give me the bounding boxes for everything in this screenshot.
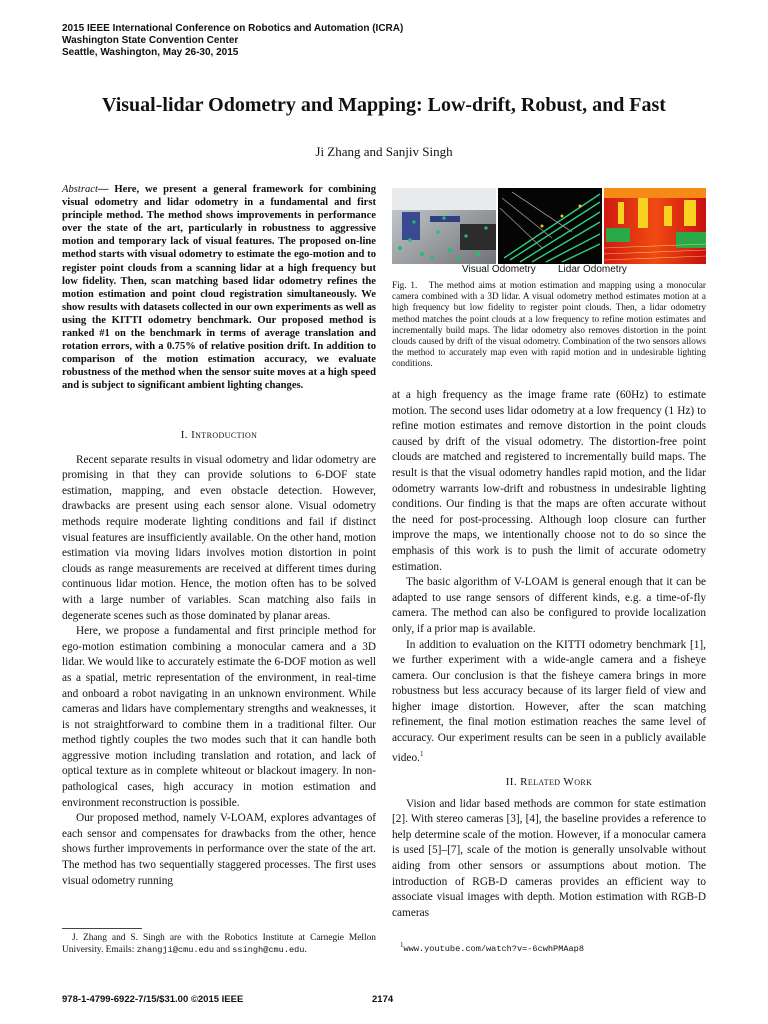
conference-dates: Seattle, Washington, May 26-30, 2015 bbox=[62, 47, 239, 58]
paper-authors: Ji Zhang and Sanjiv Singh bbox=[315, 144, 453, 159]
video-url[interactable]: www.youtube.com/watch?v=-6cwhPMAap8 bbox=[403, 944, 584, 955]
email-2: ssingh@cmu.edu bbox=[232, 944, 305, 955]
intro-paragraph-5-text: In addition to evaluation on the KITTI odometry benchmark [1], we further experiment with a wide-angle camera and a fisheye camera. Our conclusion is that the fisheye camera brings in more robustness but less accuracy because of its larger field of view and higher image distortion. However, after the scan matching refinement, the final motion estimation reaches the same level of accuracy. Our experiment results can be seen in a publicly available video. bbox=[392, 638, 706, 764]
introduction-section bbox=[62, 428, 376, 889]
caption-number: Fig. 1. bbox=[392, 280, 418, 290]
section-number: I. bbox=[180, 429, 188, 441]
intro-paragraph-1: Recent separate results in visual odometry and lidar odometry are promising in that they can provide solutions to 6-DOF state estimation, mapping, and even obstacle detection. However, drawbacks are present using each sensor alone. Visual odometry methods require moderate lighting conditions and fail if distinct visual features are insufficiently available. On the other hand, motion estimation via moving lidars involves motion distortion in point clouds as range measurements are received at different times during continuous lidar motion. Hence, the motion often has to be solved with a large number of variables. Scan matching also fails in degenerate scenes such as those dominated by planar areas. bbox=[62, 453, 376, 622]
author-footnote-text: J. Zhang and S. Singh are with the Robotics Institute at Carnegie Mellon University. Emails: bbox=[62, 933, 376, 955]
video-footnote bbox=[400, 940, 584, 956]
conference-venue: Washington State Convention Center bbox=[62, 35, 239, 46]
intro-paragraph-3-continued: at a high frequency as the image frame rate (60Hz) to estimate motion. The second uses lidar odometry at a low frequency (1 Hz) to refine motion estimates and remove distortion in the point clouds caused by drift of the visual odometry. The distortion-free point clouds are matched and registered to incrementally build maps. The result is that the visual odometry handles rapid motion, and the lidar odometry warrants low-drift and robustness in undesirable lighting conditions. Our finding is that the maps are often accurate without the need for post-processing. Although loop closure can further improve the maps, we intentionally choose not to do so since the emphasis of this work is to push the limit of accurate odometry estimation. bbox=[392, 389, 706, 573]
figure-1-caption bbox=[392, 280, 706, 370]
figure-label-visual-odometry: Visual Odometry bbox=[462, 264, 536, 275]
page-number: 2174 bbox=[372, 994, 394, 1005]
footnote-and: and bbox=[214, 944, 233, 955]
section-title: Related Work bbox=[520, 776, 593, 789]
figure-label-lidar-odometry: Lidar Odometry bbox=[558, 264, 627, 275]
intro-paragraph-4: The basic algorithm of V-LOAM is general enough that it can be adapted to use range sensors of different kinds, e.g. a time-of-fly camera. The method can also be configured to provide localization only, if a prior map is available. bbox=[392, 576, 706, 635]
figure-1 bbox=[392, 188, 706, 276]
visual-odometry-panel bbox=[498, 188, 602, 264]
abstract-lead: Abstract bbox=[62, 184, 98, 195]
paper-title: Visual-lidar Odometry and Mapping: Low-drift, Robust, and Fast bbox=[102, 94, 666, 116]
intro-paragraph-3: Our proposed method, namely V-LOAM, explores advantages of each sensor and compensates for drawbacks from the other, hence shows further improvements in performance over the state of the art. The method has two sequentially staggered processes. The first uses visual odometry running bbox=[62, 812, 376, 887]
related-work-paragraph-1: Vision and lidar based methods are common for state estimation [2]. With stereo cameras [3], [4], the baseline provides a reference to help determine scale of the motion. However, if a monocular camera is used [5]–[7], scale of the motion is generally unsolvable without aiding from other sensors or assumptions about motion. The introduction of RGB-D cameras provides an efficient way to associate visual images with depth. Motion estimation with RGB-D cameras bbox=[392, 797, 706, 919]
abstract-text: Here, we present a general framework for combining visual odometry and lidar odometry in a fundamental and first principle method. The method shows improvements in performance over the state of the art, particularly in robustness to aggressive motion and temporary lack of visual features. The proposed on-line method starts with visual odometry to estimate the ego-motion and to register point clouds from a scanning lidar at a high frequency but low fidelity. Then, scan matching based lidar odometry refines the motion estimation and point cloud registration simultaneously. We show results with datasets collected in our own experiments as well as using the KITTI odometry benchmark. Our proposed method is ranked #1 on the benchmark in terms of average translation and rotation errors, with a 0.75% of relative position drift. In addition to comparison of the motion estimation accuracy, we evaluate robustness of the method when the sensor suite moves at a high speed and is subject to significant ambient lighting changes. bbox=[62, 184, 376, 392]
footnote-marker: 1 bbox=[419, 749, 424, 758]
intro-paragraph-2: Here, we propose a fundamental and first principle method for ego-motion estimation combining a monocular camera and a 3D lidar. We would like to accurately estimate the 6-DOF motion as well as a spatial, metric representation of the environment, in real-time and onboard a robot navigating in an unknown environment. While cameras and lidars have complementary strengths and weaknesses, it is not straightforward to combine them in a traditional filter. Our method tightly couples the two modes such that it can handle both aggressive motion including translation and rotation, and lack of optical texture as in complete whiteout or blackout imagery. In non-pathological cases, high accuracy in motion estimation and environment reconstruction is possible. bbox=[62, 625, 376, 809]
isbn-copyright: 978-1-4799-6922-7/15/$31.00 ©2015 IEEE bbox=[62, 994, 244, 1005]
abstract-dash: — bbox=[97, 184, 115, 195]
author-footnote bbox=[62, 933, 376, 956]
right-column-text bbox=[392, 388, 706, 921]
section-heading-introduction bbox=[62, 428, 376, 444]
conference-header bbox=[62, 23, 403, 59]
caption-text: The method aims at motion estimation and mapping using a monocular camera combined with a 3D lidar. A visual odometry method estimates motion at a high frequency but low fidelity to register point clouds. Then, a lidar odometry method matches the point clouds at a low frequency to refine motion estimates and incrementally build maps. The lidar odometry also removes distortion in the point clouds caused by drift of the visual odometry. Combination of the two sensors allows the method to accurately map even with rapid motion and in undesirable lighting conditions. bbox=[392, 280, 706, 369]
conference-name: 2015 IEEE International Conference on Robotics and Automation (ICRA) bbox=[62, 23, 404, 34]
section-title: Introduction bbox=[191, 429, 258, 441]
video-footnote-number: 1 bbox=[400, 941, 404, 949]
figure-1-image bbox=[392, 188, 706, 264]
footnote-period: . bbox=[304, 944, 307, 955]
abstract bbox=[62, 183, 376, 393]
footnote-rule bbox=[62, 928, 142, 929]
email-1: zhangji@cmu.edu bbox=[136, 944, 215, 955]
section-heading-related-work bbox=[392, 775, 706, 791]
intro-paragraph-5 bbox=[392, 638, 706, 767]
section-number: II. bbox=[505, 776, 517, 789]
